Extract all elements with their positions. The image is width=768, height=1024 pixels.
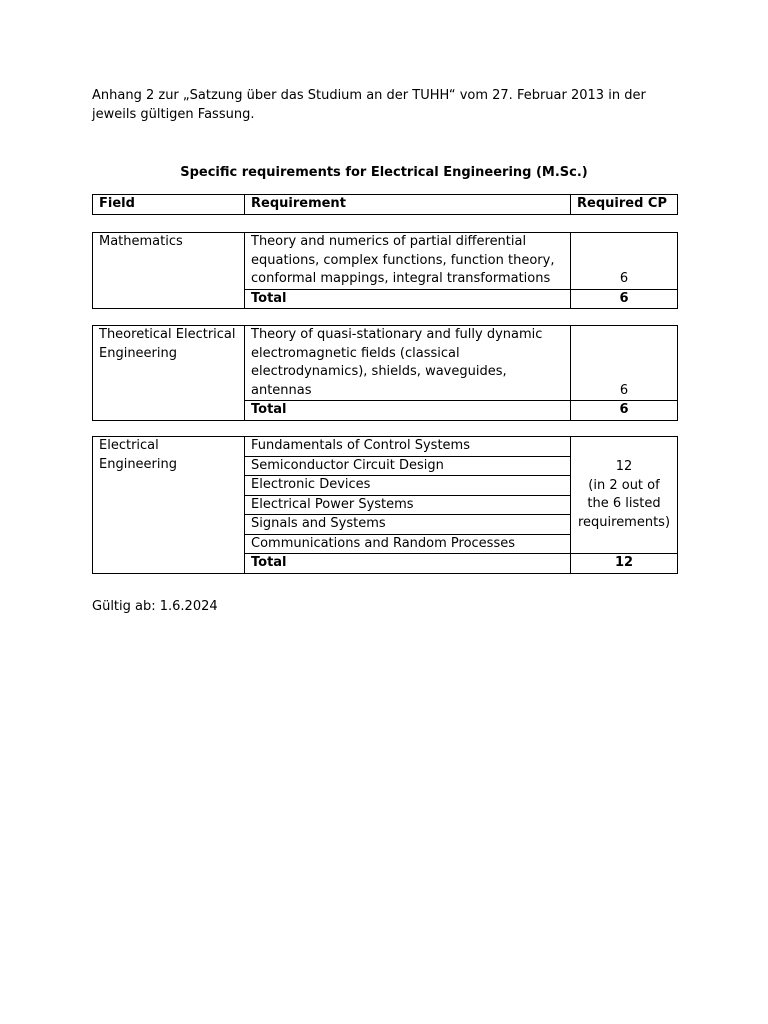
total-label: Total (245, 554, 571, 574)
requirement-cell: Electrical Power Systems (245, 495, 571, 515)
total-label: Total (245, 289, 571, 309)
total-cp: 6 (571, 289, 678, 309)
total-cp: 6 (571, 401, 678, 421)
requirement-cell: Theory and numerics of partial differential equations, complex functions, function theory, conformal mappings, integral transformations (245, 233, 571, 290)
field-cell: Theoretical Electrical Engineering (93, 326, 245, 421)
cp-value: 12 (615, 459, 633, 474)
total-cp: 12 (571, 554, 678, 574)
requirement-cell: Electronic Devices (245, 476, 571, 496)
table-row (93, 437, 678, 457)
header-requirement: Requirement (245, 195, 571, 215)
header-field: Field (93, 195, 245, 215)
cp-cell (571, 437, 678, 554)
intro-paragraph: Anhang 2 zur „Satzung über das Studium an der TUHH“ vom 27. Februar 2013 in der jeweils gültigen Fassung. (92, 88, 646, 122)
mathematics-table (92, 232, 678, 309)
requirement-cell: Fundamentals of Control Systems (245, 437, 571, 457)
table-row (93, 233, 678, 290)
header-required-cp: Required CP (571, 195, 678, 215)
header-row (93, 195, 678, 215)
validity-note: Gültig ab: 1.6.2024 (92, 599, 218, 614)
cp-cell: 6 (571, 233, 678, 290)
theoretical-ee-table (92, 325, 678, 421)
requirement-cell: Semiconductor Circuit Design (245, 456, 571, 476)
requirement-cell: Communications and Random Processes (245, 534, 571, 554)
document-title: Specific requirements for Electrical Engineering (M.Sc.) (180, 165, 588, 180)
cp-cell: 6 (571, 326, 678, 401)
electrical-engineering-table (92, 436, 678, 574)
field-cell: Mathematics (93, 233, 245, 309)
table-row (93, 326, 678, 401)
cp-note: (in 2 out of the 6 listed requirements) (577, 477, 671, 530)
field-cell: Electrical Engineering (93, 437, 245, 574)
header-table (92, 194, 678, 215)
requirement-cell: Signals and Systems (245, 515, 571, 535)
total-label: Total (245, 401, 571, 421)
requirement-cell: Theory of quasi-stationary and fully dynamic electromagnetic fields (classical electrodynamics), shields, waveguides, antennas (245, 326, 571, 401)
